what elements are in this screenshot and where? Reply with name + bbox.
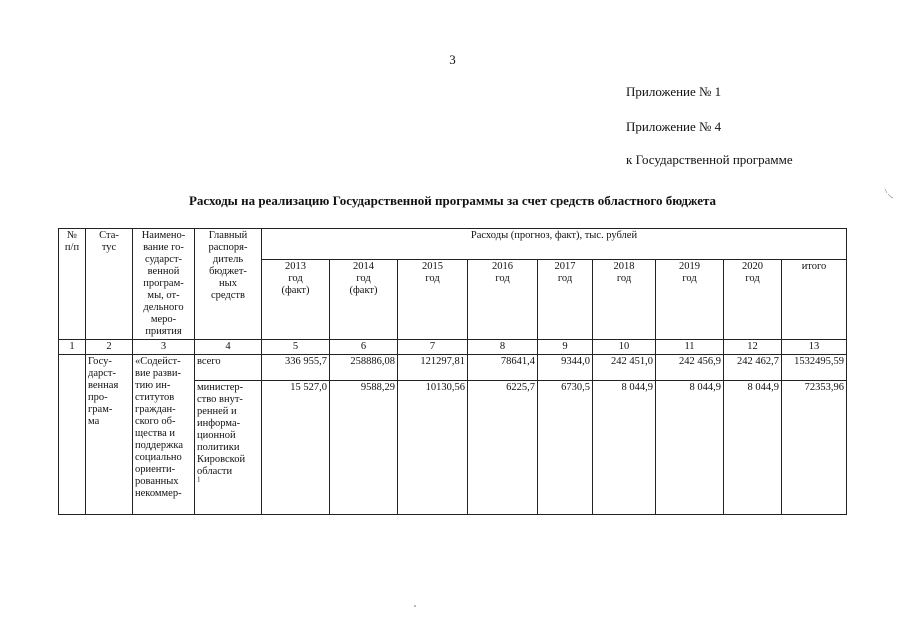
program-name-cell: «Содейст- вие разви- тию ин- ститутов граждан- ского об- щества и поддержка социально ориенти- рованных некоммер- bbox=[133, 355, 195, 515]
value-cell: 78641,4 bbox=[468, 355, 538, 381]
value-cell: 1532495,59 bbox=[782, 355, 847, 381]
column-number: 9 bbox=[538, 340, 593, 355]
header-year-2019: 2019 год bbox=[656, 259, 724, 339]
manager-cell-ministry: министер- ство внут- ренней и информа- ционной политики Кировской области $^1$ bbox=[195, 381, 262, 515]
column-number: 1 bbox=[59, 340, 86, 355]
value-cell: 8 044,9 bbox=[656, 381, 724, 515]
value-cell: 15 527,0 bbox=[262, 381, 330, 515]
status-cell: Госу- дарст- венная про- грам- ма bbox=[86, 355, 133, 515]
header-year-2014: 2014 год (факт) bbox=[330, 259, 398, 339]
value-cell: 242 451,0 bbox=[593, 355, 656, 381]
column-number: 4 bbox=[195, 340, 262, 355]
column-number: 13 bbox=[782, 340, 847, 355]
row-number-cell bbox=[59, 355, 86, 515]
header-year-2017: 2017 год bbox=[538, 259, 593, 339]
header-year-2020: 2020 год bbox=[724, 259, 782, 339]
document-title: Расходы на реализацию Государственной программы за счет средств областного бюджета bbox=[188, 193, 717, 208]
value-cell: 8 044,9 bbox=[724, 381, 782, 515]
appendix-line-1: Приложение № 1 bbox=[626, 84, 722, 99]
value-cell: 9588,29 bbox=[330, 381, 398, 515]
header-total: итого bbox=[782, 259, 847, 339]
column-number: 11 bbox=[656, 340, 724, 355]
column-number-row bbox=[59, 340, 847, 355]
value-cell: 336 955,7 bbox=[262, 355, 330, 381]
header-status: Ста- тус bbox=[86, 229, 133, 340]
table-row-total bbox=[59, 355, 847, 381]
manager-cell-total: всего bbox=[195, 355, 262, 381]
header-year-2013: 2013 год (факт) bbox=[262, 259, 330, 339]
appendix-line-3: к Государственной программе bbox=[626, 152, 793, 167]
scan-artifact-icon bbox=[884, 188, 894, 200]
value-cell: 242 456,9 bbox=[656, 355, 724, 381]
header-expenses: Расходы (прогноз, факт), тыс. рублей bbox=[262, 229, 847, 260]
page-number: 3 bbox=[449, 52, 456, 67]
column-number: 3 bbox=[133, 340, 195, 355]
header-num: № п/п bbox=[59, 229, 86, 340]
column-number: 12 bbox=[724, 340, 782, 355]
value-cell: 6225,7 bbox=[468, 381, 538, 515]
header-year-2015: 2015 год bbox=[398, 259, 468, 339]
header-row bbox=[59, 229, 847, 260]
column-number: 6 bbox=[330, 340, 398, 355]
value-cell: 10130,56 bbox=[398, 381, 468, 515]
column-number: 7 bbox=[398, 340, 468, 355]
scan-dot bbox=[414, 605, 416, 607]
footnote-marker: 1 bbox=[197, 475, 201, 484]
header-year-2018: 2018 год bbox=[593, 259, 656, 339]
appendix-line-2: Приложение № 4 bbox=[626, 119, 722, 134]
value-cell: 258886,08 bbox=[330, 355, 398, 381]
value-cell: 9344,0 bbox=[538, 355, 593, 381]
expenses-table bbox=[58, 228, 847, 515]
header-year-2016: 2016 год bbox=[468, 259, 538, 339]
column-number: 2 bbox=[86, 340, 133, 355]
value-cell: 121297,81 bbox=[398, 355, 468, 381]
value-cell: 242 462,7 bbox=[724, 355, 782, 381]
value-cell: 6730,5 bbox=[538, 381, 593, 515]
header-name: Наимено- вание го- сударст- венной програм- мы, от- дельного меро- приятия bbox=[133, 229, 195, 340]
column-number: 8 bbox=[468, 340, 538, 355]
value-cell: 8 044,9 bbox=[593, 381, 656, 515]
header-manager: Главный распоря- дитель бюджет- ных средств bbox=[195, 229, 262, 340]
column-number: 5 bbox=[262, 340, 330, 355]
column-number: 10 bbox=[593, 340, 656, 355]
value-cell: 72353,96 bbox=[782, 381, 847, 515]
